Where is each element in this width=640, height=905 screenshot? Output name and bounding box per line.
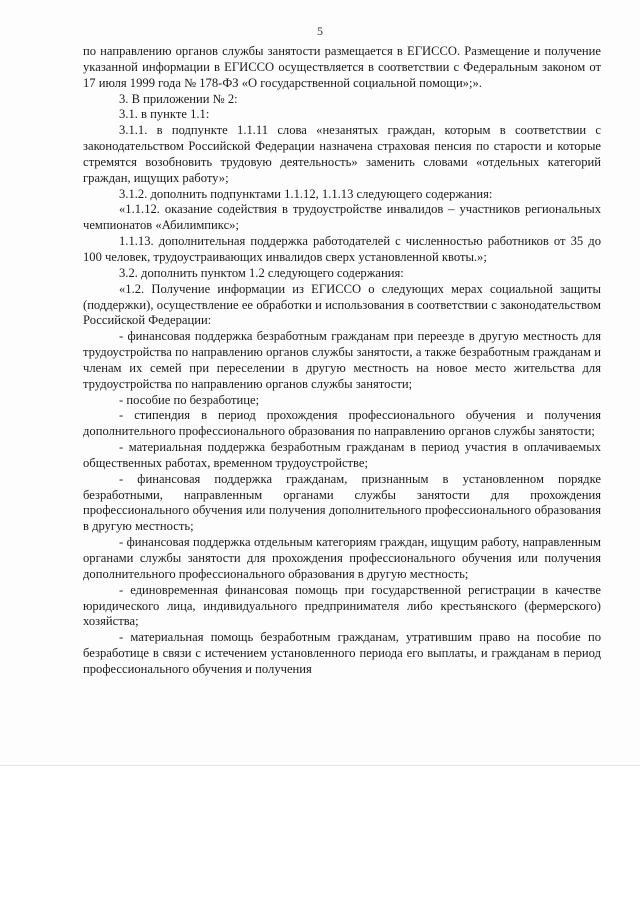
paragraph: 3.2. дополнить пунктом 1.2 следующего содержания:: [119, 265, 404, 280]
list-item: - материальная поддержка безработным гражданам в период участия в оплачиваемых общественных работах, временном трудоустройстве;: [83, 440, 601, 470]
paragraph: 3.1.2. дополнить подпунктами 1.1.12, 1.1.13 следующего содержания:: [119, 186, 493, 201]
paragraph: 3.1.1. в подпункте 1.1.11 слова «незанятых граждан, которым в соответствии с законодательством Российской Федерации назначена страховая пенсия по старости и которые стремятся возобновить трудовую деятельность» заменить словами «отдельных категорий граждан, ищущих работу»;: [83, 123, 601, 185]
list-item: - единовременная финансовая помощь при государственной регистрации в качестве юридического лица, индивидуального предпринимателя либо крестьянского (фермерского) хозяйства;: [83, 582, 601, 629]
list-item: - финансовая поддержка безработным гражданам при переезде в другую местность для трудоустройства по направлению органов службы занятости, а также безработным гражданам и членам их семей при переселении в другую местность на новое место жительства для трудоустройства по направлению органов службы занятости;: [83, 329, 601, 391]
blank-area: [0, 766, 640, 905]
list-item: - пособие по безработице;: [119, 392, 260, 407]
paragraph: 3. В приложении № 2:: [119, 91, 238, 106]
paragraph: «1.1.12. оказание содействия в трудоустройстве инвалидов – участников региональных чемпионатов «Абилимпикс»;: [83, 202, 601, 233]
list-item: - стипендия в период прохождения профессионального обучения и получения дополнительного профессионального образования по направлению органов службы занятости;: [83, 408, 601, 439]
list-item: - материальная помощь безработным гражданам, утратившим право на пособие по безработице в связи с истечением установленного периода его выплаты, и гражданам в период профессионального обучения и получения: [83, 630, 601, 676]
paragraph: «1.2. Получение информации из ЕГИССО о следующих мерах социальной защиты (поддержки), осуществление ее обработки и использования в соответствии с законодательством Российской Федерации:: [83, 281, 601, 328]
document-body: [83, 44, 601, 678]
paragraph: по направлению органов службы занятости размещается в ЕГИССО. Размещение и получение указанной информации в ЕГИССО осуществляется в соответствии с Федеральным законом от 17 июля 1999 года № 178-ФЗ «О государственной социальной помощи»;».: [83, 44, 601, 90]
list-item: - финансовая поддержка гражданам, признанным в установленном порядке безработными, направленным органами службы занятости для прохождения профессионального обучения или получения дополнительного профессионального образования в другую местность;: [83, 471, 601, 534]
page-number: 5: [317, 24, 323, 38]
paragraph: 3.1. в пункте 1.1:: [119, 107, 210, 122]
paragraph: 1.1.13. дополнительная поддержка работодателей с численностью работников от 35 до 100 человек, трудоустраивающих инвалидов сверх установленной квоты.»;: [83, 234, 601, 264]
list-item: - финансовая поддержка отдельным категориям граждан, ищущим работу, направленным органами службы занятости для прохождения профессионального обучения или получения дополнительного профессионального образования в другую местность;: [83, 535, 601, 581]
